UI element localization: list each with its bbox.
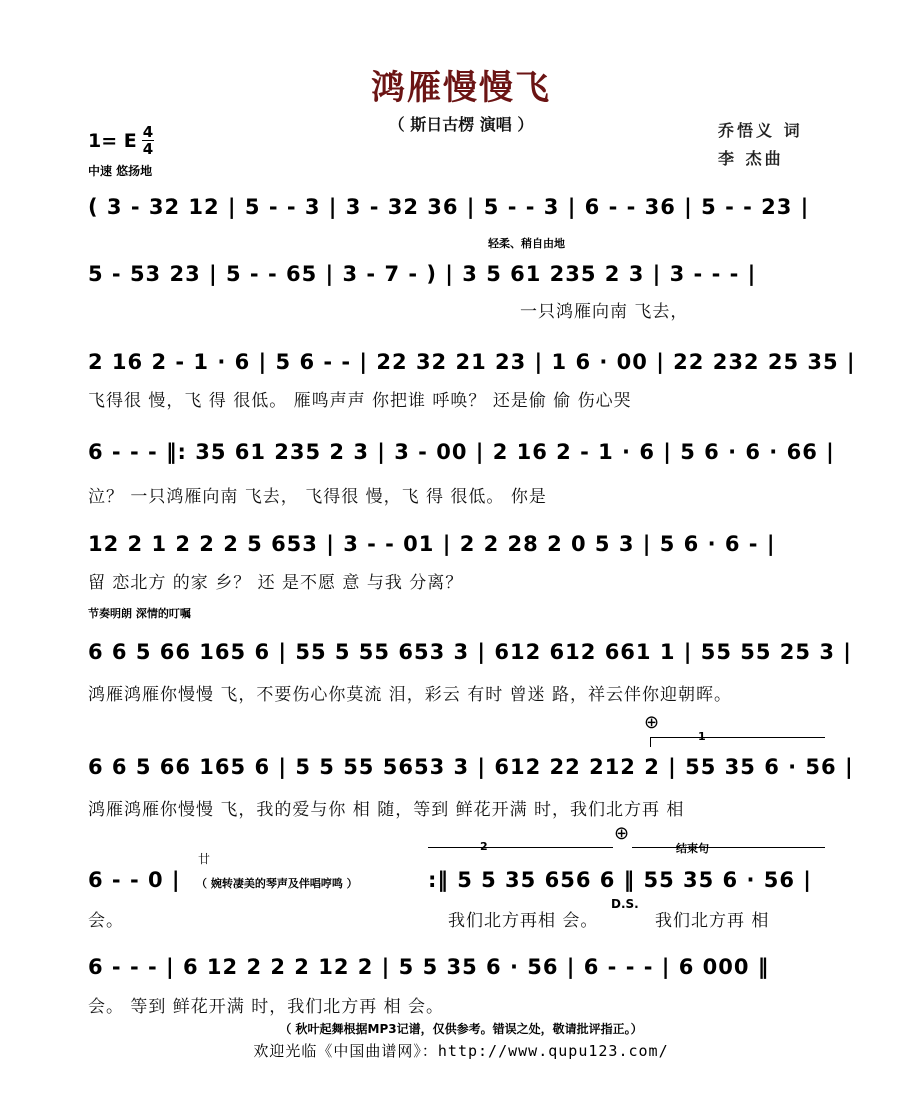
composer-credit: 李 杰曲 [718, 149, 784, 168]
lyrics-line-3: 飞得很 慢，飞 得 很低。 雁鸣声声 你把谁 呼唤？ 还是偷 偷 伤心哭 [88, 391, 632, 411]
score-line-8a: 6 - - 0 | [88, 868, 181, 892]
volta-1-edge [650, 737, 651, 747]
expression-mark-2: 节奏明朗 深情的叮嘱 [88, 607, 191, 620]
lyrics-line-5: 留 恋北方 的家 乡？ 还 是不愿 意 与我 分离？ [88, 573, 464, 593]
fermata-mark: 廿 [198, 852, 211, 866]
coda-icon: ⊕ [614, 823, 630, 844]
site-credit: 欢迎光临《中国曲谱网》：http://www.qupu123.com/ [253, 1042, 669, 1060]
coda-label: 结束句 [676, 842, 709, 855]
tempo-marking: 中速 悠扬地 [88, 164, 153, 178]
segno-icon: ⊕ [644, 712, 660, 733]
volta-2-label: 2 [480, 840, 488, 853]
interlude-note: （ 婉转凄美的琴声及伴唱哼鸣 ） [196, 877, 358, 890]
volta-1-bracket [650, 737, 825, 738]
volta-2-bracket [428, 847, 613, 848]
lyrics-line-2: 一只鸿雁向南 飞去， [520, 302, 689, 322]
lyrics-line-6: 鸿雁鸿雁你慢慢 飞，不要伤心你莫流 泪，彩云 有时 曾迷 路，祥云伴你迎朝晖。 [88, 685, 733, 705]
score-line-8b: :‖ 5 5 35 656 6 ‖ 55 35 6 · 56 | [428, 868, 812, 892]
score-line-7: 6 6 5 66 165 6 | 5 5 55 5653 3 | 612 22 212 2 | 55 35 6 · 56 | [88, 755, 854, 779]
time-sig-bottom: 4 [142, 140, 154, 158]
score-line-1: ( 3 - 32 12 | 5 - - 3 | 3 - 32 36 | 5 - - 3 | 6 - - 36 | 5 - - 23 | [88, 195, 810, 219]
volta-1-label: 1 [698, 730, 706, 743]
page-title: 鸿雁慢慢飞 [371, 68, 551, 108]
ds-mark: D.S. [611, 897, 639, 911]
lyrics-line-4: 泣？ 一只鸿雁向南 飞去， 飞得很 慢，飞 得 很低。 你是 [88, 487, 547, 507]
score-line-3: 2 16 2 - 1 · 6 | 5 6 - - | 22 32 21 23 | 1 6 · 00 | 22 232 25 35 | [88, 350, 856, 374]
performer-subtitle: （ 斯日古楞 演唱 ） [388, 115, 534, 134]
lyrics-line-8b: 我们北方再相 会。 [448, 911, 599, 931]
time-signature [142, 124, 154, 157]
key-signature: 1= E [88, 130, 137, 152]
score-line-5: 12 2 1 2 2 2 5 653 | 3 - - 01 | 2 2 28 2 0 5 3 | 5 6 · 6 - | [88, 532, 776, 556]
transcriber-note: （ 秋叶起舞根据MP3记谱，仅供参考。错误之处，敬请批评指正。） [279, 1022, 643, 1036]
score-line-4: 6 - - - ‖: 35 61 235 2 3 | 3 - 00 | 2 16 2 - 1 · 6 | 5 6 · 6 · 66 | [88, 440, 835, 464]
score-line-9: 6 - - - | 6 12 2 2 2 12 2 | 5 5 35 6 · 56 | 6 - - - | 6 000 ‖ [88, 955, 770, 979]
lyrics-line-8c: 我们北方再 相 [655, 911, 770, 931]
lyrics-line-7: 鸿雁鸿雁你慢慢 飞，我的爱与你 相 随，等到 鲜花开满 时，我们北方再 相 [88, 800, 685, 820]
lyrics-line-8a: 会。 [88, 911, 124, 931]
lyricist-credit: 乔悟义 词 [718, 121, 803, 140]
coda-bracket [632, 847, 825, 848]
score-line-6: 6 6 5 66 165 6 | 55 5 55 653 3 | 612 612 661 1 | 55 55 25 3 | [88, 640, 852, 664]
time-sig-top: 4 [142, 123, 154, 141]
expression-mark: 轻柔、稍自由地 [488, 237, 565, 250]
score-line-2: 5 - 53 23 | 5 - - 65 | 3 - 7 - ) | 3 5 61 235 2 3 | 3 - - - | [88, 262, 757, 286]
lyrics-line-9: 会。 等到 鲜花开满 时，我们北方再 相 会。 [88, 997, 445, 1017]
